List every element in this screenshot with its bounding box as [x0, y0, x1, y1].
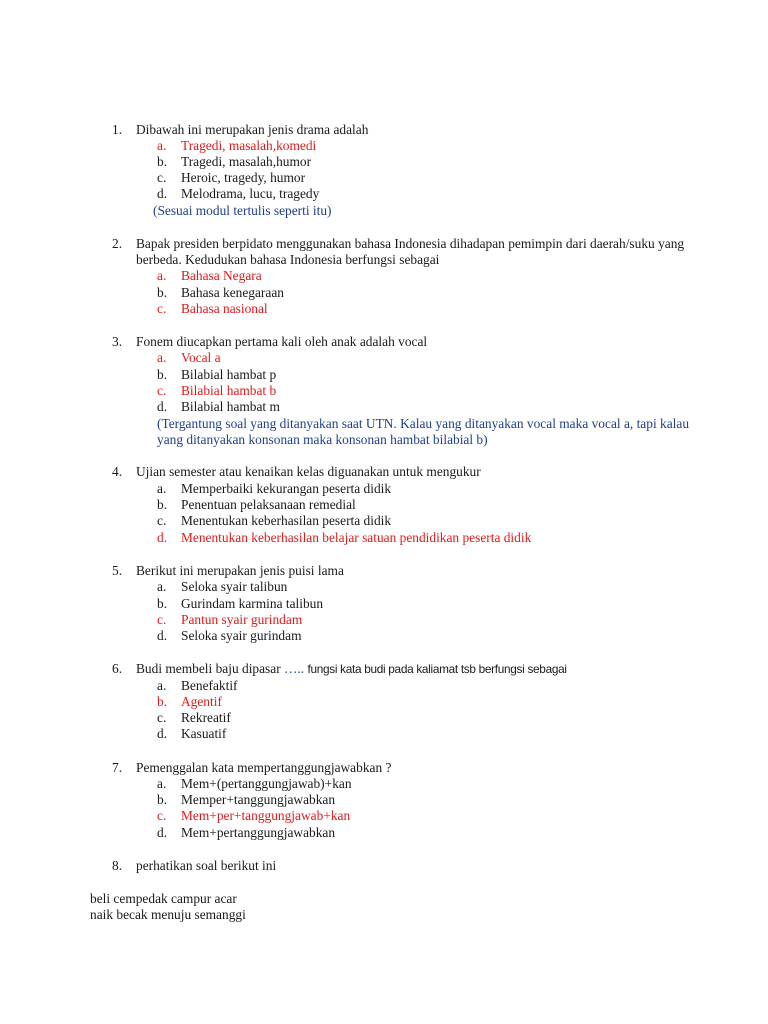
- question-stem: Fonem diucapkan pertama kali oleh anak adalah vocal: [136, 334, 428, 349]
- answer-option: c. Bahasa nasional: [157, 301, 268, 316]
- answer-option: d. Menentukan keberhasilan belajar satuan pendidikan peserta didik: [157, 530, 532, 545]
- question-stem: Ujian semester atau kenaikan kelas diguanakan untuk mengukur: [136, 464, 481, 479]
- answer-option: a. Memperbaiki kekurangan peserta didik: [157, 481, 392, 496]
- answer-option: c. Menentukan keberhasilan peserta didik: [157, 513, 392, 528]
- question-stem: perhatikan soal berikut ini: [136, 858, 277, 873]
- question-number: 1.: [112, 122, 123, 137]
- answer-option: d. Seloka syair gurindam: [157, 628, 302, 643]
- answer-option: b. Memper+tanggungjawabkan: [157, 792, 336, 807]
- question-stem: Berikut ini merupakan jenis puisi lama: [136, 563, 344, 578]
- question-number: 7.: [112, 760, 123, 775]
- question-stem: Budi membeli baju dipasar ….. fungsi kata budi pada kaliamat tsb berfungsi sebagai: [136, 661, 567, 676]
- answer-option: a. Benefaktif: [157, 678, 238, 693]
- answer-option: b. Bilabial hambat p: [157, 367, 277, 382]
- poem-line: naik becak menuju semanggi: [90, 907, 246, 922]
- answer-option: d. Bilabial hambat m: [157, 399, 280, 414]
- answer-option: c. Rekreatif: [157, 710, 231, 725]
- question-stem: Pemenggalan kata mempertanggungjawabkan ?: [136, 760, 392, 775]
- question-number: 3.: [112, 334, 123, 349]
- answer-option: d. Kasuatif: [157, 726, 227, 741]
- answer-option: c. Mem+per+tanggungjawab+kan: [157, 808, 351, 823]
- answer-option: b. Agentif: [157, 694, 222, 709]
- question-stem: Dibawah ini merupakan jenis drama adalah: [136, 122, 369, 137]
- ellipsis: …..: [284, 661, 305, 676]
- answer-option: a. Vocal a: [157, 350, 221, 365]
- answer-option: c. Bilabial hambat b: [157, 383, 277, 398]
- answer-option: c. Heroic, tragedy, humor: [157, 170, 306, 185]
- answer-option: a. Tragedi, masalah,komedi: [157, 138, 317, 153]
- question-number: 2.: [112, 236, 123, 251]
- answer-option: a. Seloka syair talibun: [157, 579, 288, 594]
- answer-option: b. Bahasa kenegaraan: [157, 285, 284, 300]
- question-number: 5.: [112, 563, 123, 578]
- answer-note: (Sesuai modul tertulis seperti itu): [153, 203, 332, 218]
- answer-option: a. Bahasa Negara: [157, 268, 262, 283]
- answer-note: (Tergantung soal yang ditanyakan saat UTN. Kalau yang ditanyakan vocal maka vocal a, tapi kalau yang ditanyakan konsonan maka konsonan hambat bilabial b): [157, 416, 690, 448]
- answer-option: b. Tragedi, masalah,humor: [157, 154, 312, 169]
- question-number: 8.: [112, 858, 123, 873]
- question-stem: Bapak presiden berpidato menggunakan bahasa Indonesia dihadapan pemimpin dari daerah/suku yang berbeda. Kedudukan bahasa Indonesia berfungsi sebagai: [136, 236, 685, 268]
- answer-option: d. Mem+pertanggungjawabkan: [157, 825, 336, 840]
- question-number: 6.: [112, 661, 123, 676]
- answer-option: b. Penentuan pelaksanaan remedial: [157, 497, 356, 512]
- poem-line: beli cempedak campur acar: [90, 891, 237, 906]
- answer-option: c. Pantun syair gurindam: [157, 612, 303, 627]
- question-number: 4.: [112, 464, 123, 479]
- answer-option: d. Melodrama, lucu, tragedy: [157, 186, 320, 201]
- answer-option: b. Gurindam karmina talibun: [157, 596, 324, 611]
- answer-option: a. Mem+(pertanggungjawab)+kan: [157, 776, 352, 791]
